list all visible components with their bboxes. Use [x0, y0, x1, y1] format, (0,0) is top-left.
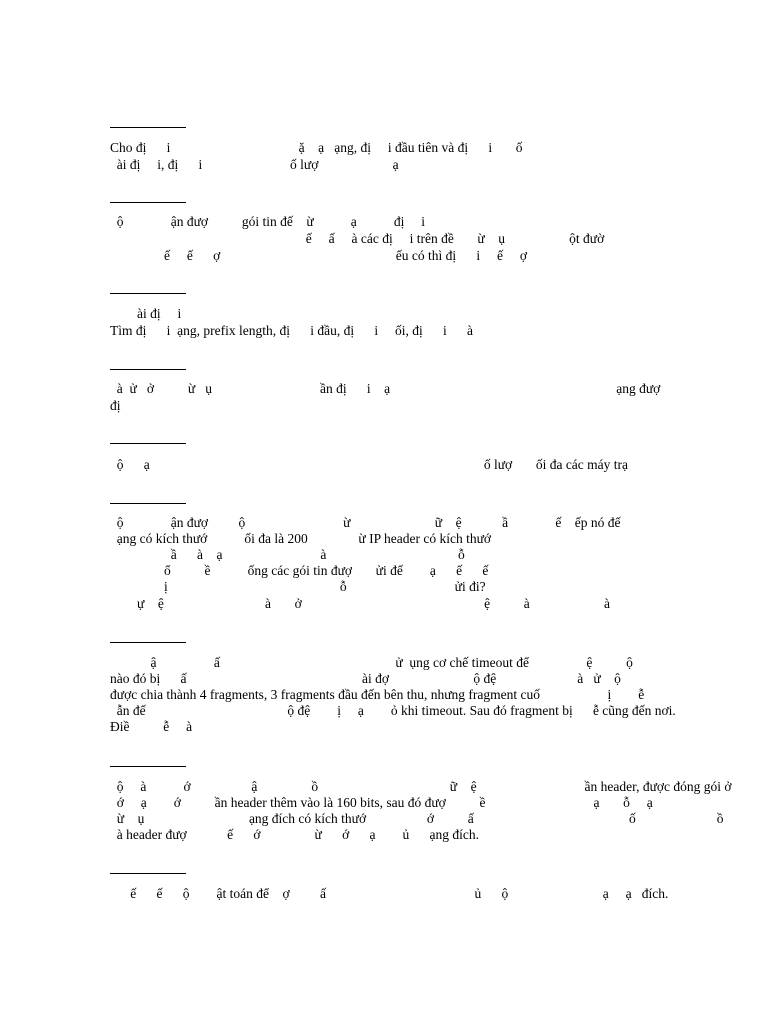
question-2-line-3: ế ế ợ ếu có thì đị i ế ợ: [110, 248, 527, 263]
question-7-line-3: được chia thành 4 fragments, 3 fragments đầu đến bên thu, nhưng fragment cuố ị ễ: [110, 687, 645, 702]
question-8-line-1: ộ à ớ ậ ồ ữ ệ ần header, được đóng gói ở: [110, 779, 732, 794]
question-7-line-2: nào đó bị ấ ài đợ ộ đệ à ử ộ: [110, 671, 621, 686]
question-6-line-3: ầ à ạ à ỗ: [110, 547, 465, 562]
question-divider: [110, 369, 186, 370]
question-divider: [110, 503, 186, 504]
question-5-line-1: ộ ạ ố lượ ối đa các máy trạ: [110, 457, 629, 472]
question-8-line-4: à header đượ ế ớ ừ ớ ạ ủ ạng đích.: [110, 827, 479, 842]
question-6-line-1: ộ ận đượ ộ ừ ữ ệ ầ ế ếp nó đế: [110, 515, 621, 530]
question-divider: [110, 293, 186, 294]
question-8-line-2: ớ ạ ớ ần header thêm vào là 160 bits, sau đó đượ ề ạ ỗ ạ: [110, 795, 653, 810]
question-1-line-2: ài đị i, đị i ố lượ ạ: [110, 157, 399, 172]
question-6-line-4: ổ ề ống các gói tin đượ ửi đế ạ ế ế: [110, 563, 489, 578]
question-3-line-2: Tìm đị i ạng, prefix length, đị i đầu, đị i ối, đị i à: [110, 323, 473, 338]
question-divider: [110, 873, 186, 874]
question-divider: [110, 443, 186, 444]
question-divider: [110, 766, 186, 767]
question-divider: [110, 202, 186, 203]
question-9-line-1: ế ế ộ ật toán để ợ ấ ủ ộ ạ ạ đích.: [110, 886, 669, 901]
question-divider: [110, 642, 186, 643]
question-7-line-4: ẫn đế ộ đệ ị ạ ỏ khi timeout. Sau đó fragment bị ễ cũng đến nơi.: [110, 703, 676, 718]
question-6-line-2: ạng có kích thướ ối đa là 200 ừ IP header có kích thướ: [110, 531, 492, 546]
question-7-line-5: Điề ễ à: [110, 719, 193, 734]
question-2-line-1: ộ ận đượ gói tin đế ừ ạ đị i: [110, 214, 426, 229]
question-7-line-1: ậ ấ ử ụng cơ chế timeout để ệ ộ: [110, 655, 633, 670]
question-6-line-5: ị ỗ ửi đi?: [110, 579, 486, 594]
question-2-line-2: ế ấ à các đị i trên đề ừ ụ ột đườ: [110, 231, 605, 246]
question-6-line-6: ự ệ à ở ệ à à: [110, 596, 611, 611]
question-1-line-1: Cho đị i ặ ạ ạng, đị i đầu tiên và đị i ố: [110, 140, 523, 155]
question-8-line-3: ừ ụ ạng đích có kích thướ ớ ấ ố ồ: [110, 811, 724, 826]
question-4-line-1: à ử ở ừ ụ ần đị i ạ ạng đượ: [110, 381, 661, 396]
question-divider: [110, 127, 186, 128]
question-4-line-2: đị: [110, 398, 121, 413]
question-3-line-1: ài đị i: [110, 306, 182, 321]
